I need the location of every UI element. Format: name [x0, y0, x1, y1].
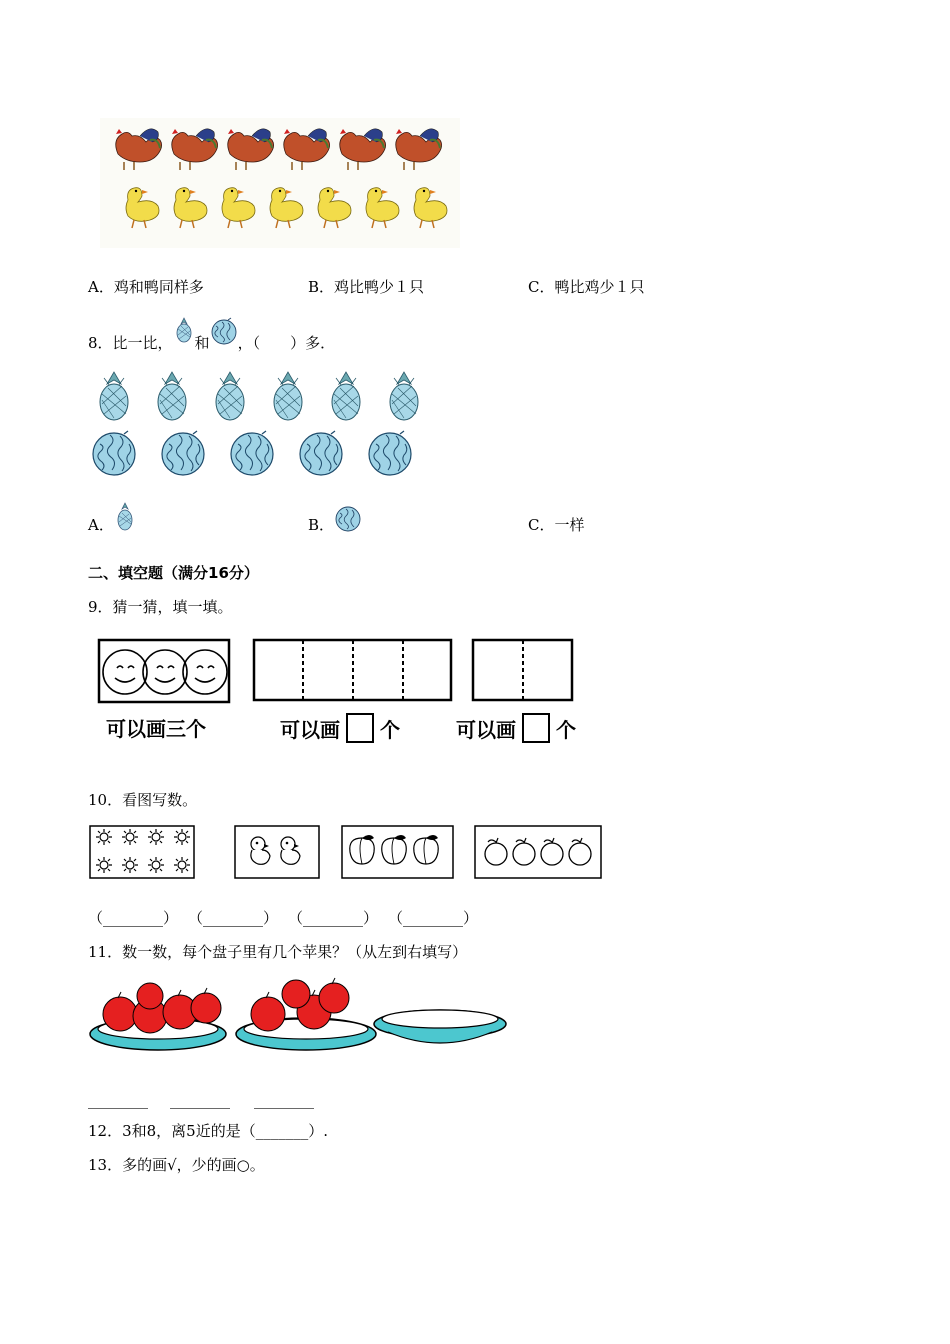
q8-option-c[interactable]: C．一样 — [528, 516, 585, 534]
q8-option-b-label: B． — [308, 516, 335, 534]
q9-label-2-pre: 可以画 — [280, 718, 340, 742]
q8-suffix: ，（ ）多． — [237, 334, 336, 352]
peach-icon — [382, 835, 407, 864]
watermelon-icon — [300, 431, 342, 475]
peach-icon — [350, 835, 375, 864]
q11-prompt: 11．数一数，每个盘子里有几个苹果？（从左到右填写） — [88, 943, 468, 961]
q8-and: 和 — [194, 334, 210, 352]
sun-icon — [148, 829, 164, 845]
sun-icon — [122, 829, 138, 845]
sun-icon — [96, 857, 112, 873]
apple-icon — [569, 838, 591, 865]
smiley-icon — [183, 650, 227, 694]
pineapple-icon — [274, 372, 302, 420]
q11-blank-3[interactable]: ________ — [254, 1091, 314, 1109]
q10-svg — [88, 822, 608, 882]
watermelon-icon — [210, 324, 238, 346]
pineapple-icon — [390, 372, 418, 420]
apple-plates-picture — [88, 972, 518, 1062]
pineapple-icon — [158, 372, 186, 420]
smiley-icon — [143, 650, 187, 694]
watermelon-icon — [93, 431, 135, 475]
q7-option-a[interactable]: A．鸡和鸭同样多 — [88, 278, 204, 296]
smiley-icon — [103, 650, 147, 694]
q9-label-3-pre: 可以画 — [456, 718, 516, 742]
pineapple-icon — [216, 372, 244, 420]
apple-icon — [103, 992, 137, 1031]
q9-label-3 — [456, 713, 576, 743]
sun-icon — [96, 829, 112, 845]
rooster-icon — [340, 129, 386, 170]
plate-2 — [236, 978, 376, 1050]
q9-label-2-post: 个 — [380, 718, 400, 742]
q9-prompt: 9．猜一猜，填一填。 — [88, 598, 233, 616]
duck-icon — [414, 188, 447, 228]
rooster-icon — [172, 129, 218, 170]
duck-icon — [366, 188, 399, 228]
apple-icon — [513, 838, 535, 865]
rooster-icon — [228, 129, 274, 170]
sun-icon — [122, 857, 138, 873]
q9-answer-box-1[interactable] — [346, 713, 374, 743]
q9-label-1: 可以画三个 — [106, 717, 206, 741]
plate-1 — [90, 983, 226, 1050]
apple-icon — [137, 983, 163, 1009]
q8-prefix: 8．比一比， — [88, 334, 173, 352]
duck-icon — [318, 188, 351, 228]
apple-icon — [541, 838, 563, 865]
apple-icon — [485, 838, 507, 865]
duck-icon — [270, 188, 303, 228]
apple-icon — [282, 980, 310, 1008]
q9-label-2 — [280, 713, 400, 743]
plate-3-empty — [374, 1010, 506, 1043]
pineapple-icon — [332, 372, 360, 420]
q7-option-b[interactable]: B．鸡比鸭少１只 — [308, 278, 425, 296]
fruit-picture — [88, 370, 428, 485]
q10-blank-2[interactable]: （________） — [188, 909, 279, 927]
fruit-svg — [88, 370, 428, 485]
duck-icon — [222, 188, 255, 228]
duck-icon — [126, 188, 159, 228]
chick-icon — [251, 837, 270, 864]
sun-icon — [174, 829, 190, 845]
rooster-duck-svg — [100, 118, 460, 248]
rooster-icon — [396, 129, 442, 170]
duck-icon — [174, 188, 207, 228]
apple-icon — [251, 992, 285, 1031]
q10-figure — [88, 822, 608, 882]
rooster-icon — [284, 129, 330, 170]
q7-option-c[interactable]: C．鸭比鸡少１只 — [528, 278, 645, 296]
q9-answer-box-2[interactable] — [522, 713, 550, 743]
chick-icon — [281, 837, 300, 864]
watermelon-icon — [334, 505, 364, 535]
q10-box-2 — [235, 826, 319, 878]
watermelon-icon — [162, 431, 204, 475]
pineapple-icon — [114, 501, 136, 533]
rooster-icon — [116, 129, 162, 170]
q10-prompt: 10．看图写数。 — [88, 791, 198, 809]
pineapple-icon — [173, 324, 195, 346]
q9-label-3-post: 个 — [556, 718, 576, 742]
sun-icon — [174, 857, 190, 873]
q8-option-a-label: A． — [88, 516, 114, 534]
sun-icon — [148, 857, 164, 873]
q10-blank-1[interactable]: （________） — [88, 909, 179, 927]
q10-blank-4[interactable]: （________） — [388, 909, 479, 927]
q11-blank-1[interactable]: ________ — [88, 1091, 148, 1109]
apple-plates-svg — [88, 972, 518, 1062]
q13-question: 13．多的画√，少的画○。 — [88, 1156, 265, 1174]
watermelon-icon — [231, 431, 273, 475]
peach-icon — [414, 835, 439, 864]
q12-question: 12．3和8，离5近的是（_______）. — [88, 1122, 328, 1140]
section-title: 二、填空题（满分16分） — [88, 564, 259, 582]
apple-icon — [319, 978, 349, 1013]
q8-option-a[interactable] — [88, 515, 114, 535]
q8-option-b[interactable] — [308, 515, 334, 535]
rooster-duck-picture — [100, 118, 460, 248]
apple-icon — [191, 988, 221, 1023]
q10-blank-3[interactable]: （________） — [288, 909, 379, 927]
pineapple-icon — [100, 372, 128, 420]
q8-question — [88, 324, 335, 353]
q11-blank-2[interactable]: ________ — [170, 1091, 230, 1109]
watermelon-icon — [369, 431, 411, 475]
